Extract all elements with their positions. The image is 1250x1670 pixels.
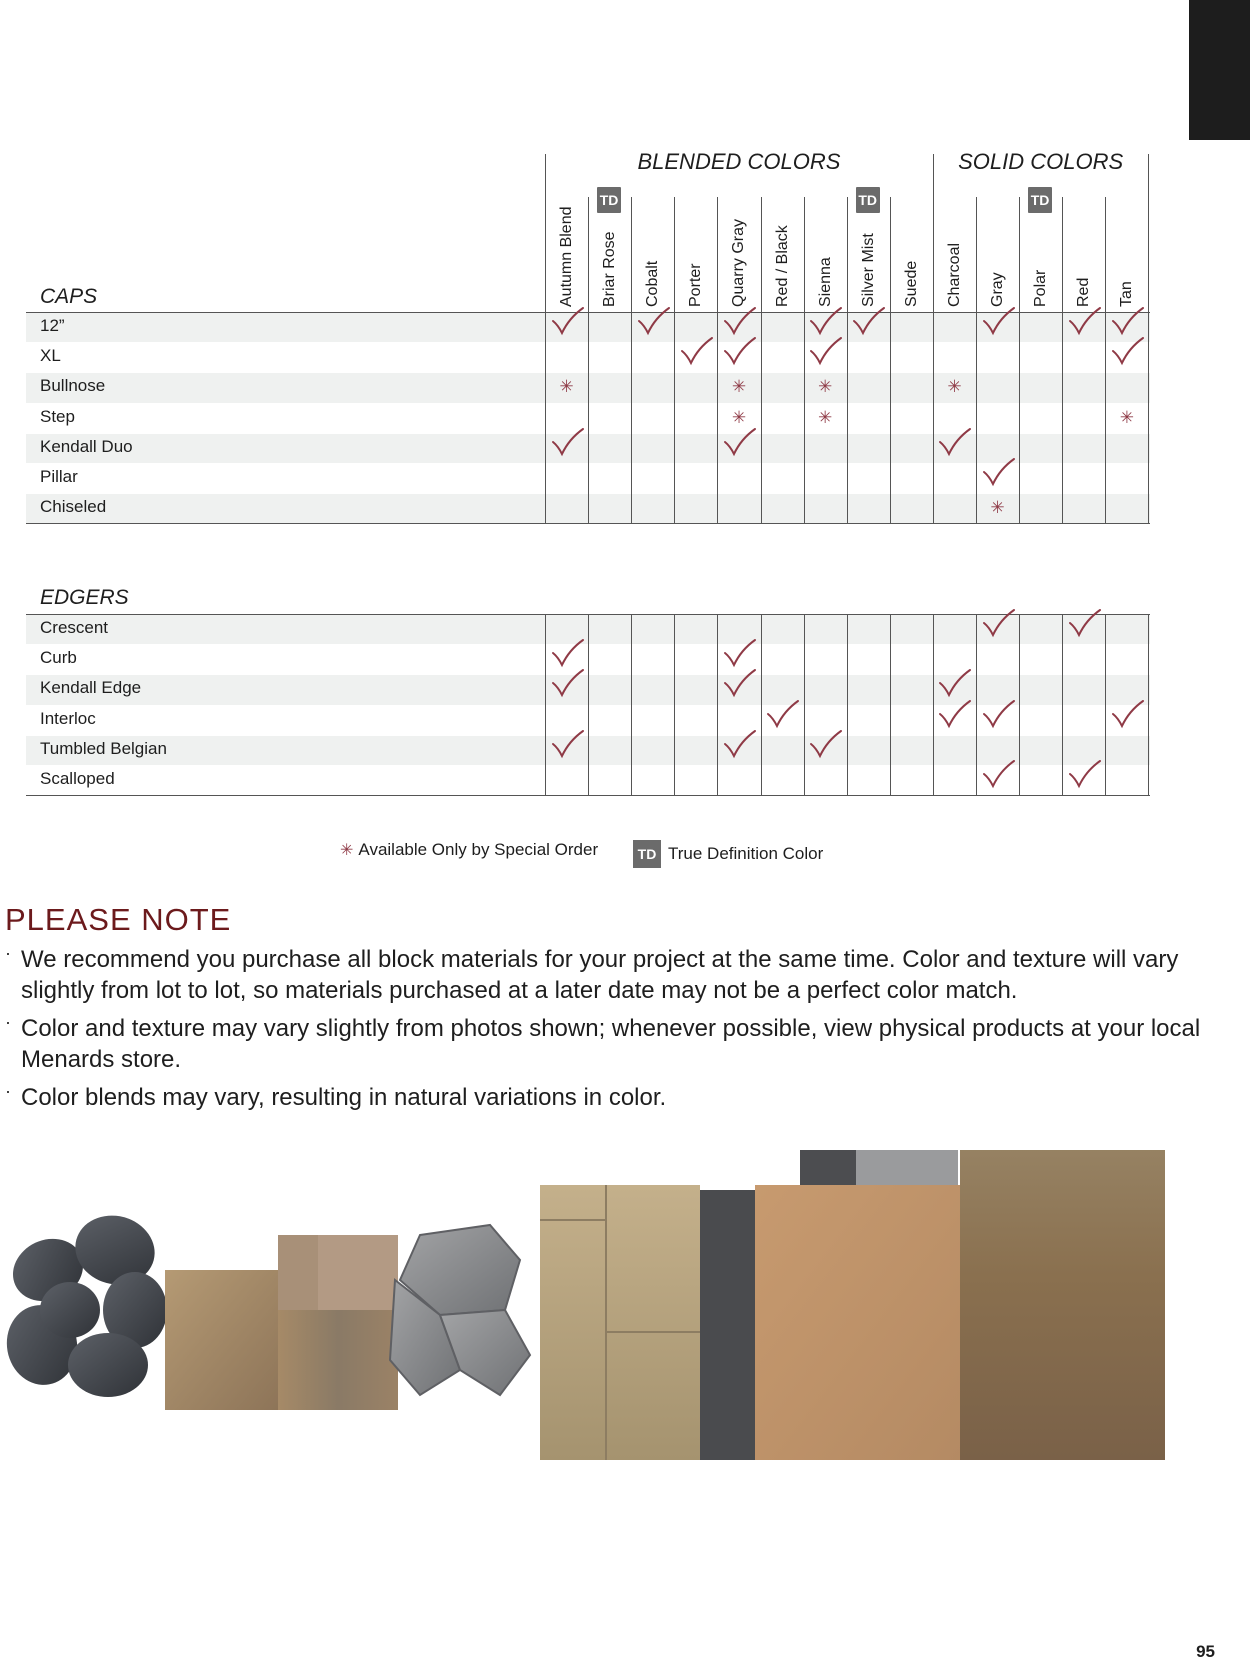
check-icon bbox=[1109, 336, 1145, 366]
check-icon bbox=[936, 699, 972, 729]
column-header: Red / Black bbox=[773, 225, 791, 307]
grid-line bbox=[1062, 312, 1063, 523]
grid-line bbox=[26, 795, 1150, 796]
grid-line bbox=[890, 614, 891, 795]
grid-line bbox=[1019, 197, 1020, 312]
grid-line bbox=[1062, 614, 1063, 795]
check-icon bbox=[721, 668, 757, 698]
column-header: Autumn Blend bbox=[558, 206, 575, 307]
special-order-icon: ✳ bbox=[1119, 407, 1134, 427]
check-icon bbox=[850, 306, 886, 336]
check-icon bbox=[721, 427, 757, 457]
grid-line bbox=[545, 312, 546, 523]
check-icon bbox=[721, 336, 757, 366]
row-label: Pillar bbox=[40, 467, 78, 486]
check-icon bbox=[549, 306, 585, 336]
page-number: 95 bbox=[1196, 1642, 1215, 1661]
row-label: Crescent bbox=[40, 618, 109, 637]
grid-line bbox=[588, 312, 589, 523]
row-label: Interloc bbox=[40, 708, 96, 728]
column-header: Red bbox=[1075, 277, 1093, 307]
grid-line bbox=[717, 197, 718, 312]
column-header: Gray bbox=[989, 272, 1006, 307]
grid-line bbox=[545, 154, 546, 312]
check-icon bbox=[980, 759, 1016, 789]
check-icon bbox=[1109, 306, 1145, 336]
check-icon bbox=[1066, 306, 1102, 336]
special-order-icon: ✳ bbox=[947, 377, 962, 397]
grid-line bbox=[588, 197, 589, 312]
column-header: Silver Mist bbox=[859, 233, 877, 307]
special-order-icon: ✳ bbox=[731, 377, 747, 397]
section-heading: CAPS bbox=[40, 285, 98, 308]
check-icon bbox=[980, 608, 1016, 638]
grid-line bbox=[674, 197, 675, 312]
row-label: Kendall Duo bbox=[40, 436, 133, 456]
grid-line bbox=[761, 197, 762, 312]
check-icon bbox=[549, 668, 585, 698]
column-header: Quarry Gray bbox=[730, 218, 748, 307]
check-icon bbox=[807, 729, 843, 759]
grid-line bbox=[545, 614, 546, 795]
section-heading: EDGERS bbox=[40, 586, 129, 609]
grid-line bbox=[1019, 614, 1020, 795]
blended-colors-header: BLENDED COLORS bbox=[637, 149, 841, 174]
check-icon bbox=[1066, 608, 1102, 638]
check-icon bbox=[807, 336, 843, 366]
row-label: Bullnose bbox=[40, 376, 106, 396]
grid-line bbox=[976, 197, 977, 312]
paver-samples-image bbox=[0, 1150, 1250, 1490]
check-icon bbox=[980, 699, 1016, 729]
check-icon bbox=[549, 729, 585, 759]
special-order-icon: ✳ bbox=[990, 498, 1005, 518]
grid-line bbox=[588, 614, 589, 795]
column-header: Sienna bbox=[816, 257, 834, 307]
check-icon bbox=[807, 306, 843, 336]
row-label: Tumbled Belgian bbox=[40, 738, 167, 758]
grid-line bbox=[1148, 154, 1149, 312]
column-header: Charcoal bbox=[945, 242, 963, 307]
grid-line bbox=[674, 614, 675, 795]
column-header: Polar bbox=[1032, 269, 1050, 307]
grid-line bbox=[847, 197, 848, 312]
note-item: · Color and texture may vary slightly from photos shown; whenever possible, view physical products at your local Menards store. bbox=[5, 1012, 1201, 1073]
grid-line bbox=[1148, 312, 1149, 523]
check-icon bbox=[936, 668, 972, 698]
row-label: Kendall Edge bbox=[40, 678, 142, 698]
grid-line bbox=[804, 614, 805, 795]
check-icon bbox=[721, 638, 757, 668]
column-header: Tan bbox=[1118, 281, 1136, 307]
special-order-icon: ✳ bbox=[818, 377, 833, 397]
grid-line bbox=[26, 523, 1150, 524]
grid-line bbox=[933, 614, 934, 795]
grid-line bbox=[1062, 197, 1063, 312]
special-order-icon: ✳ bbox=[818, 407, 833, 427]
check-icon bbox=[549, 638, 585, 668]
grid-line bbox=[761, 614, 762, 795]
row-label: Scalloped bbox=[40, 769, 115, 788]
note-item: · We recommend you purchase all block materials for your project at the same time. Color and texture will vary slightly from lot to lot, so materials purchased at a later date may not be a perfect color match. bbox=[5, 943, 1179, 1004]
check-icon bbox=[635, 306, 671, 336]
grid-line bbox=[631, 197, 632, 312]
true-definition-icon: TD bbox=[633, 840, 661, 868]
true-definition-icon: TD bbox=[597, 187, 621, 213]
grid-line bbox=[674, 312, 675, 523]
row-label: Curb bbox=[40, 648, 77, 668]
grid-line bbox=[976, 614, 977, 795]
grid-line bbox=[804, 197, 805, 312]
special-order-icon: ✳ bbox=[731, 407, 747, 427]
true-definition-icon: TD bbox=[856, 187, 880, 213]
row-label: Step bbox=[40, 406, 75, 426]
please-note-list bbox=[5, 944, 1205, 1120]
row-label: Chiseled bbox=[40, 497, 107, 517]
grid-line bbox=[1148, 614, 1149, 795]
grid-line bbox=[1105, 197, 1106, 312]
grid-line bbox=[1019, 312, 1020, 523]
check-icon bbox=[1066, 759, 1102, 789]
solid-colors-header: SOLID COLORS bbox=[958, 149, 1124, 174]
grid-line bbox=[1105, 614, 1106, 795]
grid-line bbox=[717, 614, 718, 795]
grid-line bbox=[890, 312, 891, 523]
check-icon bbox=[980, 457, 1016, 487]
check-icon bbox=[980, 306, 1016, 336]
please-note-title: PLEASE NOTE bbox=[5, 902, 232, 937]
grid-line bbox=[933, 312, 934, 523]
check-icon bbox=[721, 729, 757, 759]
grid-line bbox=[1105, 312, 1106, 523]
column-header: Cobalt bbox=[644, 260, 662, 307]
column-header: Briar Rose bbox=[601, 231, 619, 307]
grid-line bbox=[933, 154, 934, 312]
check-icon bbox=[721, 306, 757, 336]
legend-special-order: ✳ Available Only by Special Order bbox=[340, 840, 599, 859]
column-header: Suede bbox=[902, 260, 920, 307]
legend-true-definition: TD True Definition Color bbox=[633, 840, 823, 868]
grid-line bbox=[847, 312, 848, 523]
row-label: 12” bbox=[40, 316, 65, 335]
check-icon bbox=[1109, 699, 1145, 729]
check-icon bbox=[764, 699, 800, 729]
grid-line bbox=[976, 312, 977, 523]
true-definition-icon: TD bbox=[1028, 187, 1052, 213]
grid-line bbox=[631, 614, 632, 795]
grid-line bbox=[847, 614, 848, 795]
grid-line bbox=[890, 197, 891, 312]
special-order-icon: ✳ bbox=[559, 377, 574, 397]
row-label: XL bbox=[40, 346, 61, 366]
check-icon bbox=[549, 427, 585, 457]
check-icon bbox=[678, 336, 714, 366]
special-order-icon: ✳ bbox=[340, 842, 354, 859]
column-header: Porter bbox=[687, 263, 705, 307]
grid-line bbox=[717, 312, 718, 523]
grid-line bbox=[804, 312, 805, 523]
note-item: · Color blends may vary, resulting in natural variations in color. bbox=[5, 1081, 667, 1111]
grid-line bbox=[631, 312, 632, 523]
grid-line bbox=[761, 312, 762, 523]
check-icon bbox=[936, 427, 972, 457]
color-availability-chart bbox=[0, 0, 1250, 820]
